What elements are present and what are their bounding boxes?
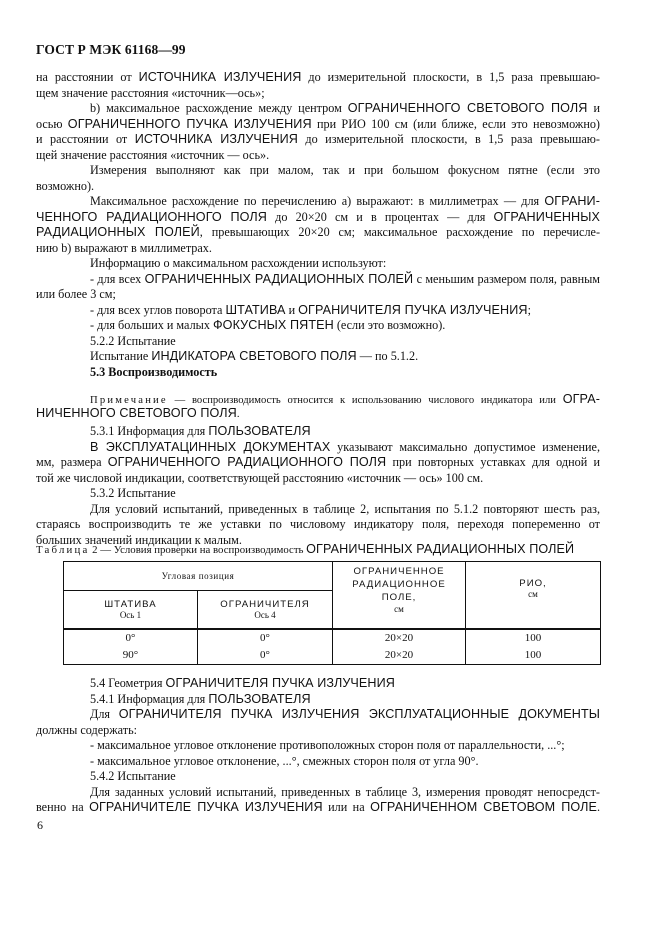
body-line: возможно). <box>36 178 95 193</box>
defined-term: ЧЕННОГО РАДИАЦИОННОГО ПОЛЯ <box>36 209 267 224</box>
list-item: - для всех углов поворота ШТАТИВА и ОГРАНИЧИТЕЛЯ ПУЧКА ИЗЛУЧЕНИЯ; <box>90 302 531 317</box>
table-col-header-field: ОГРАНИЧЕННОЕ РАДИАЦИОННОЕ ПОЛЕ, см <box>333 562 466 629</box>
table-col-header-rio: РИО, см <box>466 562 601 629</box>
defined-term: ПОЛЬЗОВАТЕЛЯ <box>208 424 311 438</box>
table-cell: 20×20 <box>333 647 466 665</box>
defined-term: ОГРАНИЧЕННОГО ПУЧКА ИЗЛУЧЕНИЯ <box>67 116 312 131</box>
body-line: Максимальное расхождение по перечислению а) выражают: в миллиметрах — для ОГРАНИ- <box>90 194 600 208</box>
body-line: больших значений индикации к малым. <box>36 532 242 547</box>
section-heading-5-4-2: 5.4.2 Испытание <box>90 769 176 783</box>
list-item: - максимальное угловое отклонение, ...°, смежных сторон поля от угла 90°. <box>90 753 479 768</box>
body-line: щем значение расстояния «источник—ось»; <box>36 85 265 100</box>
section-heading-5-4-1: 5.4.1 Информация для ПОЛЬЗОВАТЕЛЯ <box>90 691 311 706</box>
table-cell: 0° <box>64 629 198 647</box>
defined-term: ОГРАНИЧИТЕЛЯ ПУЧКА ИЗЛУЧЕНИЯ ЭКСПЛУАТАЦИОННЫЕ ДОКУМЕНТЫ <box>118 707 600 721</box>
table-col-header-stand: ШТАТИВА Ось 1 <box>64 591 198 629</box>
defined-term: ИСТОЧНИКА ИЗЛУЧЕНИЯ <box>138 70 302 84</box>
table-group-header: Угловая позиция <box>64 562 333 591</box>
body-line: Измерения выполняют как при малом, так и при большом фокусном пятне (если это <box>90 163 600 177</box>
table-cell: 90° <box>64 647 198 665</box>
defined-term: ОГРАНИ- <box>544 194 600 208</box>
body-line: должны содержать: <box>36 722 138 737</box>
body-line: Информацию о максимальном расхождении используют: <box>90 256 387 270</box>
defined-term: ОГРАНИЧЕННЫХ РАДИАЦИОННЫХ ПОЛЕЙ <box>306 542 575 556</box>
list-item: - для больших и малых ФОКУСНЫХ ПЯТЕН (если это возможно). <box>90 318 446 332</box>
defined-term: ОГРАНИЧИТЕЛЕ ПУЧКА ИЗЛУЧЕНИЯ <box>89 800 323 814</box>
defined-term: ОГРАНИЧЕННОГО РАДИАЦИОННОГО ПОЛЯ <box>107 455 387 469</box>
body-line: и расстоянии от ИСТОЧНИКА ИЗЛУЧЕНИЯ до измерительной плоскости, в 1,5 раза превышаю- <box>36 132 600 146</box>
table-caption: Таблица 2 — Условия проверки на воспроизводимость ОГРАНИЧЕННЫХ РАДИАЦИОННЫХ ПОЛЕЙ <box>36 542 575 556</box>
note-line: НИЧЕННОГО СВЕТОВОГО ПОЛЯ. <box>36 406 240 420</box>
table-cell: 20×20 <box>333 629 466 647</box>
list-item: - для всех ОГРАНИЧЕННЫХ РАДИАЦИОННЫХ ПОЛЕЙ с меньшим размером поля, равным <box>90 271 600 286</box>
defined-term: ОГРАНИЧЕННОМ СВЕТОВОМ ПОЛЕ <box>370 800 597 814</box>
spaced-label: Таблица <box>36 544 90 556</box>
page-number: 6 <box>37 818 43 832</box>
defined-term: ПОЛЬЗОВАТЕЛЯ <box>208 691 311 706</box>
section-heading-5-2-2: 5.2.2 Испытание <box>90 333 176 348</box>
defined-term: ОГРА- <box>562 392 600 406</box>
table-row <box>64 629 601 647</box>
table-col-header-collimator: ОГРАНИЧИТЕЛЯ Ось 4 <box>198 591 333 629</box>
note-line: Примечание — воспроизводимость относится к использованию числового индикатора или ОГРА- <box>90 392 600 406</box>
body-line: щей значение расстояния «источник — ось». <box>36 147 270 162</box>
defined-term: ИСТОЧНИКА ИЗЛУЧЕНИЯ <box>134 132 298 146</box>
body-line: РАДИАЦИОННЫХ ПОЛЕЙ, превышающих 20×20 см; максимальное расхождение по перечисле- <box>36 225 601 239</box>
table-cell: 100 <box>466 629 601 647</box>
section-heading-5-4: 5.4 Геометрия ОГРАНИЧИТЕЛЯ ПУЧКА ИЗЛУЧЕНИЯ <box>90 676 395 690</box>
body-line: ЧЕННОГО РАДИАЦИОННОГО ПОЛЯ до 20×20 см и в процентах — для ОГРАНИЧЕННЫХ <box>36 209 600 224</box>
section-heading-5-3-1: 5.3.1 Информация для ПОЛЬЗОВАТЕЛЯ <box>90 424 311 438</box>
defined-term: ОГРАНИЧЕННЫХ РАДИАЦИОННЫХ ПОЛЕЙ <box>144 271 414 286</box>
body-line: Для ОГРАНИЧИТЕЛЯ ПУЧКА ИЗЛУЧЕНИЯ ЭКСПЛУАТАЦИОННЫЕ ДОКУМЕНТЫ <box>90 707 600 721</box>
body-line: Для условий испытаний, приведенных в таблице 2, испытания по 5.1.2 повторяют шесть раз, <box>90 501 600 516</box>
defined-term: ОГРАНИЧЕННОГО СВЕТОВОГО ПОЛЯ <box>347 101 588 115</box>
table-cell: 0° <box>198 629 333 647</box>
table-2 <box>63 561 601 665</box>
body-line: той же числовой индикации, соответствующей расстоянию «источник — ось» 100 см. <box>36 470 484 485</box>
defined-term: ОГРАНИЧЕННЫХ <box>493 209 600 224</box>
section-heading-5-3-2: 5.3.2 Испытание <box>90 486 176 500</box>
defined-term: В ЭКСПЛУАТАЦИННЫХ ДОКУМЕНТАХ <box>90 439 331 454</box>
defined-term: ШТАТИВА <box>225 302 286 317</box>
defined-term: ФОКУСНЫХ ПЯТЕН <box>213 318 334 332</box>
body-line: В ЭКСПЛУАТАЦИННЫХ ДОКУМЕНТАХ указывают максимально допустимое изменение, <box>90 439 600 454</box>
body-line: Для заданных условий испытаний, приведенных в таблице 3, измерения проводят непосредст- <box>90 784 600 799</box>
body-line: Испытание ИНДИКАТОРА СВЕТОВОГО ПОЛЯ — по 5.1.2. <box>90 349 419 363</box>
list-item: - максимальное угловое отклонение противоположных сторон поля от параллельности, ...°; <box>90 738 565 752</box>
defined-term: ОГРАНИЧИТЕЛЯ ПУЧКА ИЗЛУЧЕНИЯ <box>165 676 395 690</box>
spaced-label: Примечание <box>90 395 168 406</box>
body-line: на расстоянии от ИСТОЧНИКА ИЗЛУЧЕНИЯ до измерительной плоскости, в 1,5 раза превышаю- <box>36 70 600 84</box>
table-cell: 100 <box>466 647 601 665</box>
body-line: нию b) выражают в миллиметрах. <box>36 240 212 255</box>
body-line: осью ОГРАНИЧЕННОГО ПУЧКА ИЗЛУЧЕНИЯ при РИО 100 см (или ближе, если это невозможно) <box>36 116 600 131</box>
document-header: ГОСТ Р МЭК 61168—99 <box>36 42 186 57</box>
body-line: мм, размера ОГРАНИЧЕННОГО РАДИАЦИОННОГО ПОЛЯ при повторных уставках для одной и <box>36 455 600 469</box>
defined-term: РАДИАЦИОННЫХ ПОЛЕЙ <box>36 225 200 239</box>
list-item-continued: или более 3 см; <box>36 287 116 301</box>
body-line: венно на ОГРАНИЧИТЕЛЕ ПУЧКА ИЗЛУЧЕНИЯ или на ОГРАНИЧЕННОМ СВЕТОВОМ ПОЛЕ. <box>36 800 601 814</box>
table-cell: 0° <box>198 647 333 665</box>
body-line: стараясь воспроизводить те же уставки по числовому индикатору поля, переходя попеременно от <box>36 517 600 531</box>
table-row <box>64 647 601 665</box>
defined-term: НИЧЕННОГО СВЕТОВОГО ПОЛЯ <box>36 406 237 420</box>
defined-term: ОГРАНИЧИТЕЛЯ ПУЧКА ИЗЛУЧЕНИЯ <box>298 302 528 317</box>
defined-term: ИНДИКАТОРА СВЕТОВОГО ПОЛЯ <box>151 349 357 363</box>
body-line: b) максимальное расхождение между центром ОГРАНИЧЕННОГО СВЕТОВОГО ПОЛЯ и <box>90 101 600 115</box>
section-heading-5-3: 5.3 Воспроизводимость <box>90 364 218 379</box>
